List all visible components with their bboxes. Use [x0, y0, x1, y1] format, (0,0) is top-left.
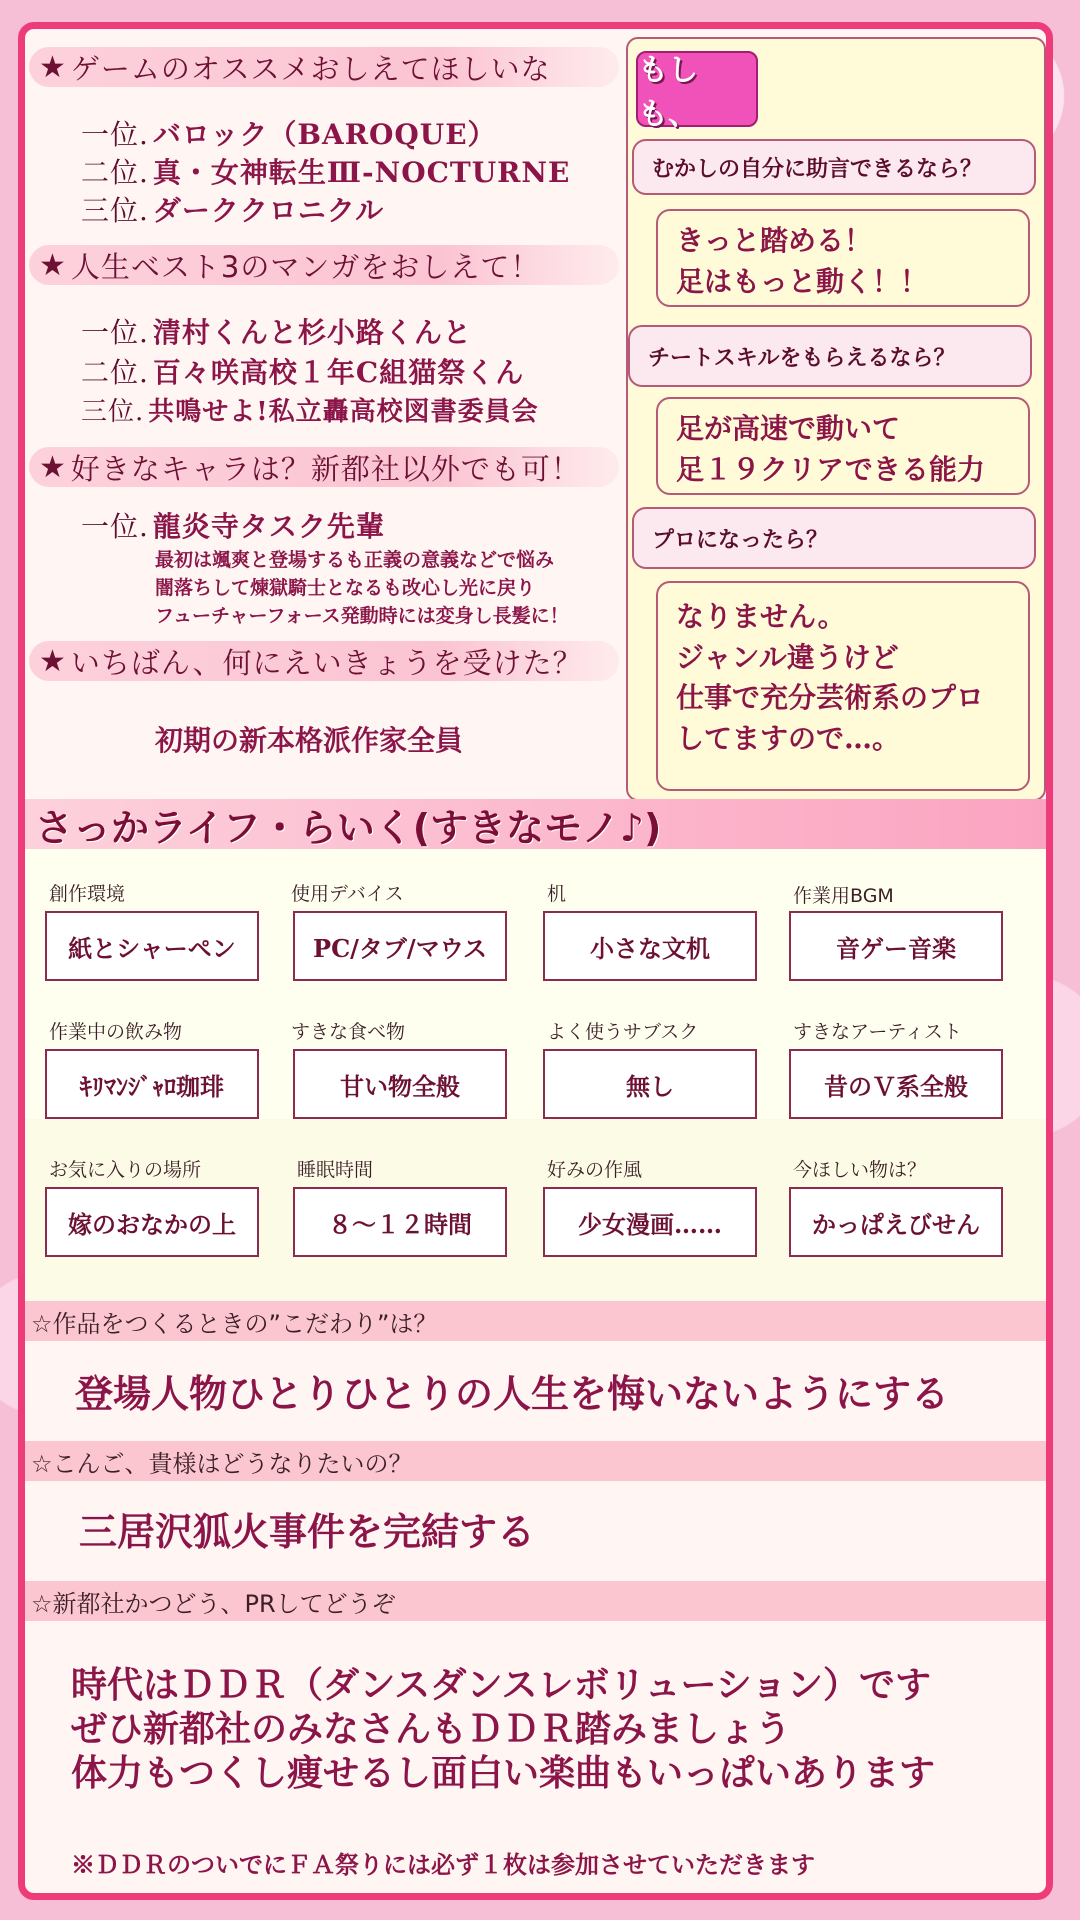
cell-value: ８～１２時間 — [293, 1187, 507, 1257]
question-bar-character — [29, 447, 619, 487]
kodawari-title: ☆作品をつくるときの”こだわり”は？ — [25, 1301, 1046, 1341]
question-bar-influence — [29, 641, 619, 681]
ranking-item — [81, 391, 539, 428]
pr-title: ☆新都社かつどう、PRしてどうぞ — [25, 1581, 1046, 1621]
rank-label: 一位. — [81, 510, 149, 543]
cell-label: 作業中の飲み物 — [49, 1021, 183, 1043]
character-note: 最初は颯爽と登場するも正義の意義などで悩み — [155, 549, 555, 571]
kongo-title: ☆こんご、貴様はどうなりたいの？ — [25, 1441, 1046, 1481]
cell-value: 少女漫画…… — [543, 1187, 757, 1257]
rank-text: 共鳴せよ!私立轟高校図書委員会 — [148, 397, 539, 427]
kongo-answer: 三居沢狐火事件を完結する — [79, 1509, 536, 1554]
pr-line: 時代はＤＤＲ（ダンスダンスレボリューション）です — [71, 1664, 932, 1706]
rank-text: バロック（BAROQUE） — [152, 118, 497, 151]
question-title: 人生ベスト3のマンガをおしえて！ — [70, 249, 541, 284]
ranking-item — [81, 351, 524, 391]
cell-value: 小さな文机 — [543, 911, 757, 981]
cell-value: ｷﾘﾏﾝｼﾞｬﾛ珈琲 — [45, 1049, 259, 1119]
cell-value: 音ゲー音楽 — [789, 911, 1003, 981]
character-note: 闇落ちして煉獄騎士となるも改心し光に戻り — [155, 577, 536, 599]
ranking-item — [81, 189, 384, 229]
rank-label: 一位. — [81, 118, 149, 151]
question-title: いちばん、何にえいきょうを受けた？ — [70, 645, 583, 680]
speech-bubble-answer: きっと踏める！ 足はもっと動く！！ — [656, 209, 1030, 307]
pr-line: 体力もつくし痩せるし面白い楽曲もいっぱいあります — [71, 1752, 936, 1794]
cell-label: お気に入りの場所 — [49, 1159, 202, 1181]
cell-value: 甘い物全般 — [293, 1049, 507, 1119]
rank-text: 清村くんと杉小路くんと — [152, 316, 472, 349]
cell-label: 睡眠時間 — [297, 1159, 374, 1181]
cell-label: よく使うサブスク — [547, 1021, 699, 1043]
moshimo-panel — [626, 37, 1046, 801]
ranking-item — [81, 151, 570, 191]
rank-label: 一位. — [81, 316, 149, 349]
moshimo-label: もしも、 — [636, 51, 758, 127]
cell-label: すきな食べ物 — [291, 1021, 406, 1043]
pr-note: ※ＤＤＲのついでにＦＡ祭りには必ず１枚は参加させていただきます — [71, 1850, 815, 1879]
character-note: フューチャーフォース発動時には変身し長髪に！ — [155, 605, 569, 627]
life-section-title: さっかライフ・らいく(すきなモノ♪) — [25, 799, 1046, 849]
kodawari-answer: 登場人物ひとりひとりの人生を悔いないようにする — [75, 1371, 950, 1416]
question-title: 好きなキャラは？新都社以外でも可！ — [70, 451, 581, 486]
rank-label: 三位. — [81, 397, 145, 427]
speech-bubble-question: プロになったら？ — [632, 507, 1036, 569]
star-icon: ★ — [39, 49, 67, 85]
rank-text: 真・女神転生Ⅲ-NOCTURNE — [152, 156, 571, 189]
speech-bubble-question: チートスキルをもらえるなら？ — [628, 325, 1032, 387]
pr-line: ぜひ新都社のみなさんもＤＤＲ踏みましょう — [71, 1708, 792, 1750]
speech-bubble-answer: なりません。 ジャンル違うけど 仕事で充分芸術系のプロ してますので…。 — [656, 581, 1030, 791]
rank-text: 百々咲高校１年C組猫祭くん — [152, 356, 525, 389]
cell-value: 紙とシャーペン — [45, 911, 259, 981]
ranking-item — [81, 113, 497, 153]
profile-card — [18, 22, 1053, 1900]
cell-label: 好みの作風 — [547, 1159, 643, 1181]
question-bar-manga — [29, 245, 619, 285]
character-item — [81, 505, 385, 545]
cell-value: かっぱえびせん — [789, 1187, 1003, 1257]
influence-answer: 初期の新本格派作家全員 — [155, 724, 464, 757]
cell-value: 嫁のおなかの上 — [45, 1187, 259, 1257]
cell-value: 昔のＶ系全般 — [789, 1049, 1003, 1119]
rank-label: 二位. — [81, 356, 149, 389]
ranking-item — [81, 311, 472, 351]
cell-label: 机 — [547, 883, 567, 905]
rank-label: 三位. — [81, 194, 149, 227]
star-icon: ★ — [39, 449, 67, 485]
star-icon: ★ — [39, 643, 67, 679]
cell-value: PC/タブ/マウス — [293, 911, 507, 981]
character-name: 龍炎寺タスク先輩 — [152, 510, 385, 543]
cell-label: 作業用BGM — [793, 885, 894, 907]
question-title: ゲームのオススメおしえてほしいな — [70, 51, 551, 86]
speech-bubble-answer: 足が高速で動いて 足１９クリアできる能力 — [656, 397, 1030, 495]
rank-label: 二位. — [81, 156, 149, 189]
cell-label: すきなアーティスト — [793, 1021, 962, 1043]
cell-value: 無し — [543, 1049, 757, 1119]
rank-text: ダーククロニクル — [152, 194, 385, 227]
cell-label: 創作環境 — [49, 883, 126, 905]
question-bar-games — [29, 47, 619, 87]
cell-label: 使用デバイス — [291, 883, 404, 905]
star-icon: ★ — [39, 247, 67, 283]
speech-bubble-question: むかしの自分に助言できるなら？ — [632, 139, 1036, 195]
cell-label: 今ほしい物は？ — [793, 1159, 927, 1181]
